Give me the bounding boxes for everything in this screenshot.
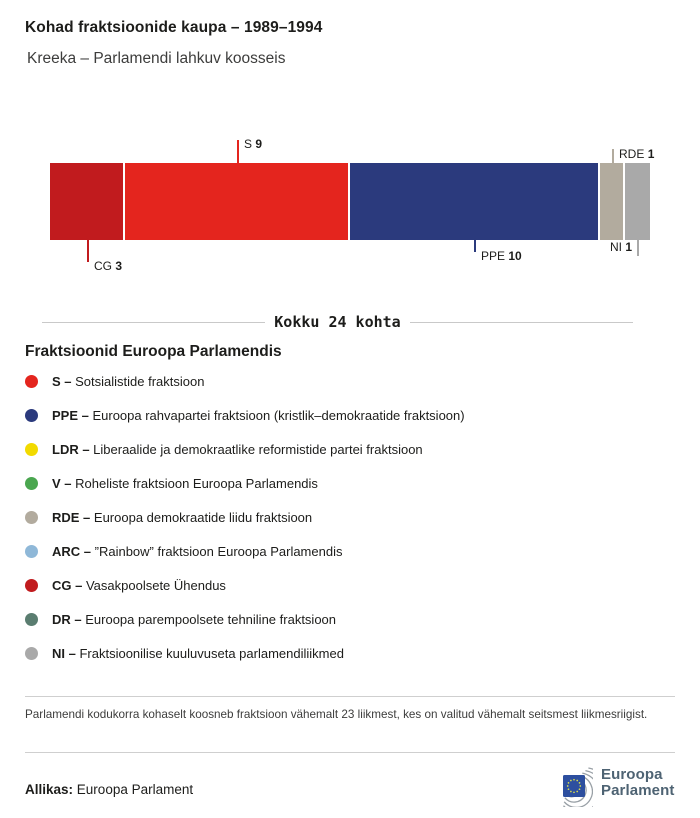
legend-dot-s <box>25 375 38 388</box>
total-left-rule <box>42 322 265 323</box>
legend-heading: Fraktsioonid Euroopa Parlamendis <box>25 343 282 360</box>
page-subtitle: Kreeka – Parlamendi lahkuv koosseis <box>27 50 286 67</box>
legend-label-ni: NI – Fraktsioonilise kuuluvuseta parlamendiliikmed <box>52 645 344 661</box>
legend-label-rde: RDE – Euroopa demokraatide liidu fraktsioon <box>52 509 313 525</box>
legend-item-s <box>25 364 675 398</box>
legend-item-dr <box>25 602 675 636</box>
divider-above-source <box>25 752 675 753</box>
legend-dot-ldr <box>25 443 38 456</box>
footnote: Parlamendi kodukorra kohaselt koosneb fraktsioon vähemalt 23 liikmest, kes on valitud vähemalt seitsmest liikmesriigist. <box>25 708 648 721</box>
logo-wordmark <box>601 767 674 799</box>
european-parliament-logo <box>527 759 677 807</box>
ep-hemicycle-icon <box>527 759 593 807</box>
bar-segment-ni <box>625 163 650 240</box>
logo-line2: Parlament <box>601 782 675 799</box>
source-value: Euroopa Parlament <box>76 782 194 797</box>
legend-label-cg: CG – Vasakpoolsete Ühendus <box>52 577 226 593</box>
total-right-rule <box>410 322 633 323</box>
legend-item-cg <box>25 568 675 602</box>
legend-dot-dr <box>25 613 38 626</box>
leader-line-ppe <box>474 240 476 252</box>
bar-label-ppe: PPE 10 <box>481 249 522 263</box>
legend-dot-v <box>25 477 38 490</box>
legend-dot-cg <box>25 579 38 592</box>
divider-above-footnote <box>25 696 675 697</box>
legend-label-s: S – Sotsialistide fraktsioon <box>52 373 205 389</box>
leader-line-rde <box>612 149 614 163</box>
legend-label-v: V – Roheliste fraktsioon Euroopa Parlamendis <box>52 475 318 491</box>
eu-flag-square <box>563 775 585 797</box>
legend-item-rde <box>25 500 675 534</box>
page-title: Kohad fraktsioonide kaupa – 1989–1994 <box>25 19 323 36</box>
bar-segment-s <box>125 163 350 240</box>
legend-label-ppe: PPE – Euroopa rahvapartei fraktsioon (kristlik–demokraatide fraktsioon) <box>52 407 465 423</box>
legend-item-arc <box>25 534 675 568</box>
leader-line-cg <box>87 240 89 262</box>
source-line <box>25 782 193 797</box>
legend-item-v <box>25 466 675 500</box>
legend-label-arc: ARC – ”Rainbow” fraktsioon Euroopa Parlamendis <box>52 543 343 559</box>
bar-label-rde: RDE 1 <box>619 147 655 161</box>
legend-dot-ppe <box>25 409 38 422</box>
legend-label-dr: DR – Euroopa parempoolsete tehniline fraktsioon <box>52 611 337 627</box>
logo-line1: Euroopa <box>601 766 663 783</box>
legend-item-ni <box>25 636 675 670</box>
bar-label-cg: CG 3 <box>94 259 123 273</box>
leader-line-ni <box>637 240 639 256</box>
bar-label-s: S 9 <box>244 137 263 151</box>
legend-dot-ni <box>25 647 38 660</box>
legend-item-ldr <box>25 432 675 466</box>
bar-segment-rde <box>600 163 625 240</box>
legend-dot-rde <box>25 511 38 524</box>
total-seats-label: Kokku 24 kohta <box>274 313 401 331</box>
bar-segment-ppe <box>350 163 600 240</box>
legend-label-ldr: LDR – Liberaalide ja demokraatlike reformistide partei fraktsioon <box>52 441 423 457</box>
bar-label-ni: NI 1 <box>609 240 632 254</box>
legend-list <box>25 364 675 670</box>
legend-item-ppe <box>25 398 675 432</box>
legend-dot-arc <box>25 545 38 558</box>
seat-stacked-bar <box>50 163 650 240</box>
leader-line-s <box>237 140 239 163</box>
bar-segment-cg <box>50 163 125 240</box>
total-seats-row <box>42 313 633 331</box>
source-label: Allikas: <box>25 782 74 797</box>
